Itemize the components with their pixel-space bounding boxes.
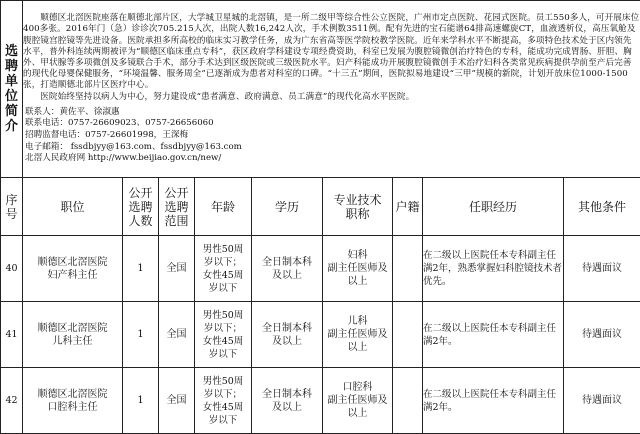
section-label-char: 简	[1, 104, 22, 119]
table-row	[1, 302, 640, 368]
row-scope: 全国	[159, 302, 195, 368]
contact-email: 电子邮箱： fssdbjyy@163.com、fssdbjyy@163.com	[25, 142, 640, 154]
row-position: 顺德区北滘医院 口腔科主任	[23, 368, 123, 434]
row-age: 男性50周 岁以下； 女性45周 岁以下	[195, 368, 252, 434]
section-label	[1, 1, 23, 178]
contact-phone: 联系电话：0757-26609023、0757-26656060	[25, 118, 640, 130]
row-education: 全日制本科 及以上	[252, 302, 323, 368]
table-row	[1, 368, 640, 434]
header-experience: 任职经历	[423, 178, 564, 236]
row-age: 男性50周 岁以下； 女性45周 岁以下	[195, 302, 252, 368]
row-experience: 在二级以上医院任本专科副主任满2年。	[423, 368, 564, 434]
row-hukou	[393, 236, 423, 302]
header-scope: 公开 选聘 范围	[159, 178, 195, 236]
row-experience: 在二级以上医院任本专科副主任满2年。	[423, 302, 564, 368]
section-label-char: 聘	[1, 59, 22, 74]
row-seq: 42	[1, 368, 23, 434]
gov-website[interactable]: 北滘人民政府网 http://www.beijiao.gov.cn/new/	[25, 153, 640, 165]
row-openings: 1	[123, 302, 159, 368]
header-openings: 公开 选聘 人数	[123, 178, 159, 236]
row-title: 妇科 副主任医师及 以上	[323, 236, 393, 302]
supervision-phone: 招聘监督电话：0757-26601998，王深梅	[25, 130, 640, 142]
row-education: 全日制本科 及以上	[252, 368, 323, 434]
header-other: 其他条件	[564, 178, 640, 236]
row-hukou	[393, 368, 423, 434]
row-scope: 全国	[159, 368, 195, 434]
row-experience: 在二级以上医院任本专科副主任满2年，熟悉掌握妇科腔镜技术者优先。	[423, 236, 564, 302]
section-label-char: 单	[1, 74, 22, 89]
row-openings: 1	[123, 236, 159, 302]
intro-cell	[23, 1, 640, 178]
row-scope: 全国	[159, 236, 195, 302]
section-label-char: 介	[1, 119, 22, 134]
header-title: 专业技术 职称	[323, 178, 393, 236]
header-row	[1, 178, 640, 236]
section-label-char: 选	[1, 44, 22, 59]
row-education: 全日制本科 及以上	[252, 236, 323, 302]
row-other: 待遇面议	[564, 302, 640, 368]
row-position: 顺德区北滘医院 儿科主任	[23, 302, 123, 368]
row-seq: 40	[1, 236, 23, 302]
table-row	[1, 236, 640, 302]
row-position: 顺德区北滘医院 妇产科主任	[23, 236, 123, 302]
row-hukou	[393, 302, 423, 368]
header-age: 年龄	[195, 178, 252, 236]
header-hukou: 户籍	[393, 178, 423, 236]
intro-row	[1, 1, 640, 178]
contact-person: 联系人：黄佐平、徐淑惠	[25, 107, 640, 119]
contact-block	[23, 107, 640, 165]
header-seq: 序 号	[1, 178, 23, 236]
row-other: 待遇面议	[564, 236, 640, 302]
row-title: 口腔科 副主任医师及 以上	[323, 368, 393, 434]
intro-paragraph: 顺德区北滘医院座落在顺德北部片区，大学城卫星城的北滘镇，是一所二级甲等综合性公立医院，广州市定点医院、花园式医院。员工550多人，可开展床位400多张。2016年门（急）诊诊次705.215人次，出院人数16,242人次，手术例数3511例。配有先进的宝石能谱64排高速螺旋CT，血液透析仪，高压氧舱及腹腔镜宫腔镜等先进设备。医院承担多所高校的临床实习教学任务，成为广东省高等医学院校教学医院。近年来学科水平不断提高，多项特色技术处于区内领先水平，普外科连续两期被评为“顺德区临床重点专科”，获区政府学科建设专项经费资助，科室已发展为腹腔镜微创治疗特色的专科，能成功完成胃肠、肝胆、胸外、甲状腺等多项微创及多镜联合手术，部分手术达到区级医院或三级医院水平。妇产科能成功开展腹腔镜微创手术治疗妇科各类常见疾病提供孕前至产后完善的现代化母婴保健服务，“环境温馨、服务周全”已逐渐成为患者对科室的口碑。“十三五”期间，医院拟易地建设“三甲”规模的新院，计划开放床位1000-1500张，打造顺德北部片区医疗中心。	[23, 13, 640, 91]
row-openings: 1	[123, 368, 159, 434]
header-position: 职位	[23, 178, 123, 236]
header-education: 学历	[252, 178, 323, 236]
row-seq: 41	[1, 302, 23, 368]
row-other: 待遇面议	[564, 368, 640, 434]
intro-paragraph: 医院始终坚持以病人为中心，努力建设成“患者满意、政府满意、员工满意”的现代化高水平医院。	[23, 92, 640, 103]
row-title: 儿科 副主任医师及 以上	[323, 302, 393, 368]
row-age: 男性50周 岁以下； 女性45周 岁以下	[195, 236, 252, 302]
section-label-char: 位	[1, 89, 22, 104]
